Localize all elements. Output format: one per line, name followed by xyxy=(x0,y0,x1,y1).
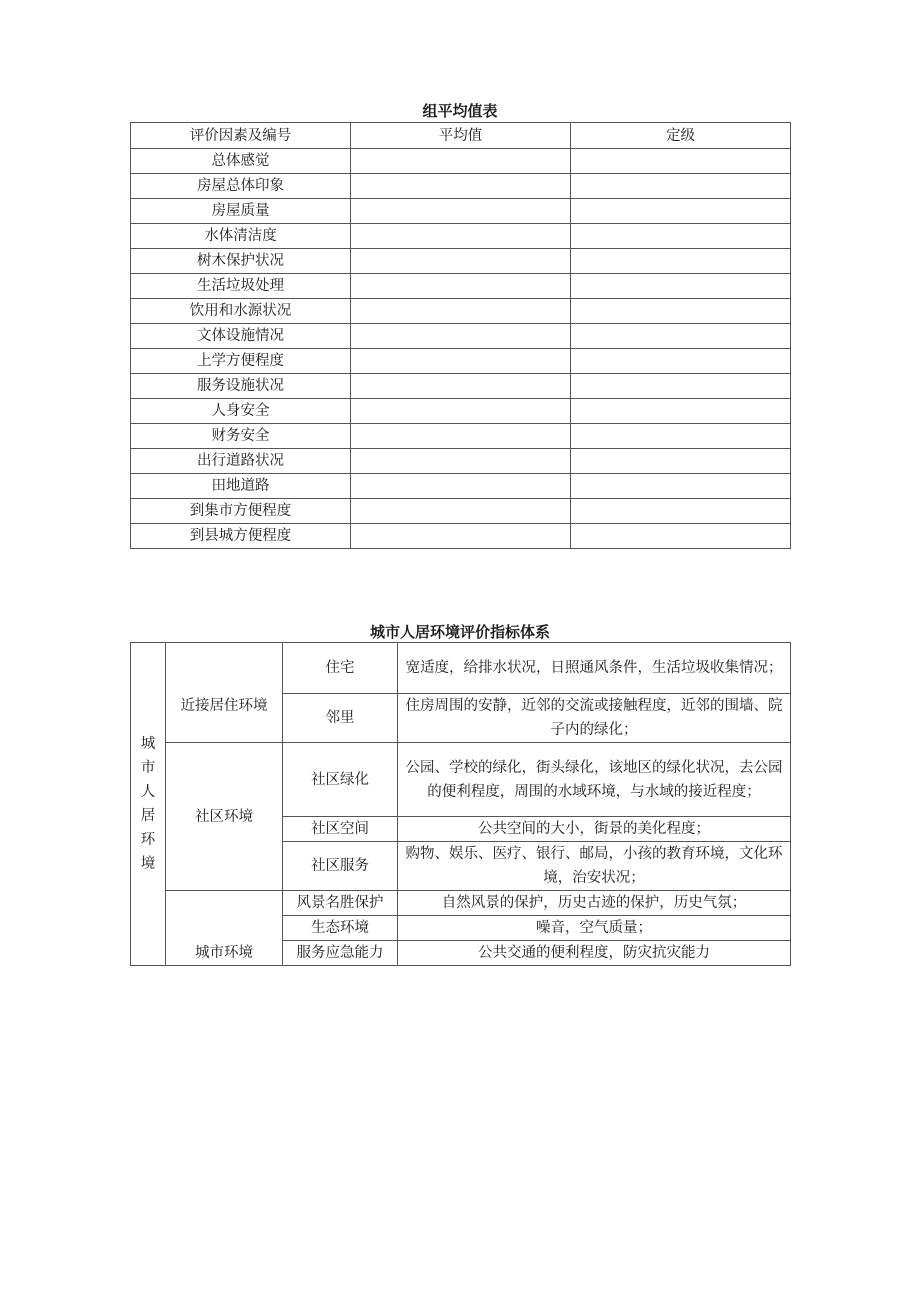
table-row xyxy=(131,399,791,424)
average-cell xyxy=(351,274,571,299)
root-char: 境 xyxy=(140,856,156,872)
table-row xyxy=(131,349,791,374)
category-community: 社区环境 xyxy=(166,743,283,891)
average-cell xyxy=(351,424,571,449)
average-cell xyxy=(351,299,571,324)
factor-cell: 房屋总体印象 xyxy=(131,174,351,199)
average-cell xyxy=(351,174,571,199)
table-row xyxy=(131,474,791,499)
table-row xyxy=(131,499,791,524)
root-char: 市 xyxy=(140,760,156,776)
item-desc: 自然风景的保护，历史古迹的保护，历史气氛； xyxy=(398,891,791,916)
table-row xyxy=(131,449,791,474)
root-char: 城 xyxy=(140,736,156,752)
factor-cell: 生活垃圾处理 xyxy=(131,274,351,299)
grade-cell xyxy=(571,499,791,524)
item-name: 住宅 xyxy=(283,643,398,694)
item-name: 社区空间 xyxy=(283,817,398,842)
root-category-label xyxy=(131,732,165,876)
factor-cell: 水体清洁度 xyxy=(131,224,351,249)
factor-cell: 上学方便程度 xyxy=(131,349,351,374)
item-name: 服务应急能力 xyxy=(283,941,398,966)
factor-cell: 到集市方便程度 xyxy=(131,499,351,524)
grade-cell xyxy=(571,249,791,274)
factor-cell: 文体设施情况 xyxy=(131,324,351,349)
table-header-row xyxy=(131,123,791,149)
item-desc: 公共空间的大小，街景的美化程度； xyxy=(398,817,791,842)
table2-title: 城市人居环境评价指标体系 xyxy=(369,623,550,641)
table-row xyxy=(131,299,791,324)
factor-cell: 树木保护状况 xyxy=(131,249,351,274)
table-row xyxy=(131,199,791,224)
average-cell xyxy=(351,199,571,224)
average-cell xyxy=(351,149,571,174)
grade-cell xyxy=(571,349,791,374)
item-desc: 公园、学校的绿化，街头绿化，该地区的绿化状况，去公园的便利程度，周围的水域环境，与水域的接近程度； xyxy=(398,743,791,817)
grade-cell xyxy=(571,374,791,399)
table-row xyxy=(131,374,791,399)
grade-cell xyxy=(571,224,791,249)
grade-cell xyxy=(571,199,791,224)
root-category-cell xyxy=(131,643,166,966)
evaluation-index-table xyxy=(130,642,791,966)
average-cell xyxy=(351,449,571,474)
item-name: 邻里 xyxy=(283,694,398,743)
factor-cell: 人身安全 xyxy=(131,399,351,424)
table-row xyxy=(131,249,791,274)
factor-cell: 总体感觉 xyxy=(131,149,351,174)
category-near-living: 近接居住环境 xyxy=(166,643,283,743)
average-cell xyxy=(351,524,571,549)
category-city: 城市环境 xyxy=(166,891,283,966)
header-grade: 定级 xyxy=(571,123,791,149)
item-name: 社区服务 xyxy=(283,842,398,891)
root-char: 环 xyxy=(140,832,156,848)
table1-title: 组平均值表 xyxy=(422,102,498,120)
factor-cell: 服务设施状况 xyxy=(131,374,351,399)
average-cell xyxy=(351,374,571,399)
item-desc: 公共交通的便利程度，防灾抗灾能力 xyxy=(398,941,791,966)
item-desc: 噪音，空气质量； xyxy=(398,916,791,941)
factor-cell: 出行道路状况 xyxy=(131,449,351,474)
average-cell xyxy=(351,474,571,499)
grade-cell xyxy=(571,474,791,499)
root-char: 居 xyxy=(140,808,156,824)
item-name: 社区绿化 xyxy=(283,743,398,817)
item-desc: 宽适度，给排水状况，日照通风条件，生活垃圾收集情况； xyxy=(398,643,791,694)
grade-cell xyxy=(571,399,791,424)
item-desc: 购物、娱乐、医疗、银行、邮局，小孩的教育环境，文化环境，治安状况； xyxy=(398,842,791,891)
average-cell xyxy=(351,249,571,274)
grade-cell xyxy=(571,449,791,474)
item-desc: 住房周围的安静，近邻的交流或接触程度，近邻的围墙、院子内的绿化； xyxy=(398,694,791,743)
factor-cell: 财务安全 xyxy=(131,424,351,449)
average-cell xyxy=(351,399,571,424)
average-cell xyxy=(351,224,571,249)
header-factor: 评价因素及编号 xyxy=(131,123,351,149)
item-name: 生态环境 xyxy=(283,916,398,941)
factor-cell: 饮用和水源状况 xyxy=(131,299,351,324)
grade-cell xyxy=(571,174,791,199)
average-cell xyxy=(351,349,571,374)
header-average: 平均值 xyxy=(351,123,571,149)
table-row xyxy=(131,424,791,449)
grade-cell xyxy=(571,274,791,299)
table-row xyxy=(131,149,791,174)
factor-cell: 房屋质量 xyxy=(131,199,351,224)
grade-cell xyxy=(571,524,791,549)
factor-cell: 到县城方便程度 xyxy=(131,524,351,549)
grade-cell xyxy=(571,324,791,349)
table-row xyxy=(131,524,791,549)
average-cell xyxy=(351,324,571,349)
item-name: 风景名胜保护 xyxy=(283,891,398,916)
table-row xyxy=(131,324,791,349)
grade-cell xyxy=(571,149,791,174)
table-row xyxy=(131,224,791,249)
average-cell xyxy=(351,499,571,524)
average-value-table xyxy=(130,122,791,549)
grade-cell xyxy=(571,299,791,324)
table-row xyxy=(131,274,791,299)
grade-cell xyxy=(571,424,791,449)
factor-cell: 田地道路 xyxy=(131,474,351,499)
table-row xyxy=(131,174,791,199)
root-char: 人 xyxy=(140,784,156,800)
